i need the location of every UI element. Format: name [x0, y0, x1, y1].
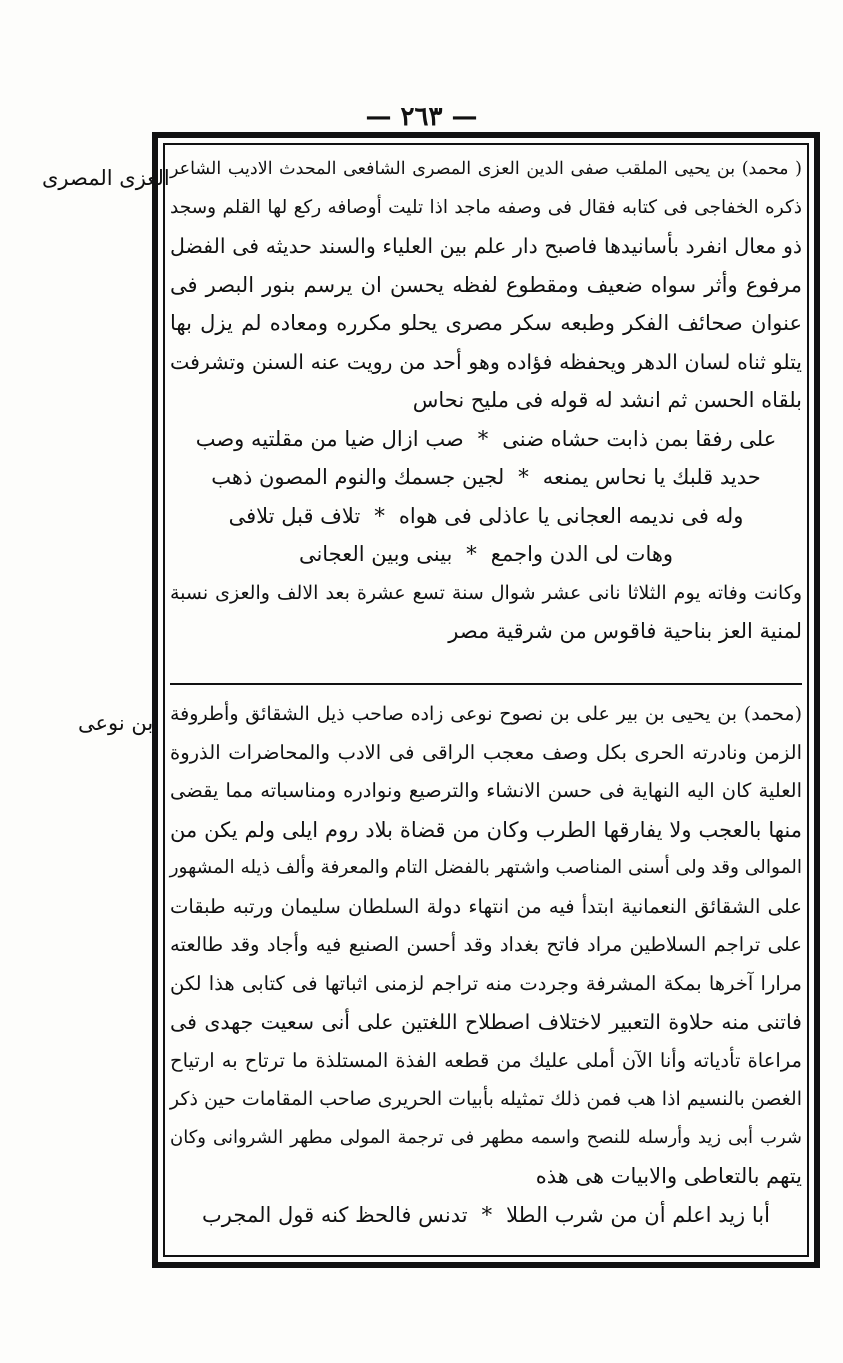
- text-line: لمنية العز بناحية فاقوس من شرقية مصر: [448, 619, 802, 643]
- text-line: ( محمد) بن يحيى الملقب صفى الدين العزى المصرى الشافعى المحدث الاديب الشاعر: [170, 159, 802, 179]
- verse-second-half: تلاف قبل تلافى: [228, 503, 361, 528]
- text-line: مرارا آخرها بمكة المشرفة وجردت منه تراجم لزمنى اثباتها فى كتابى هذا لكن: [170, 971, 802, 995]
- verse-separator: *: [466, 542, 477, 566]
- verse-second-half: لجين جسمك والنوم المصون ذهب: [211, 465, 505, 489]
- text-line: ذكره الخفاجى فى كتابه فقال فى وصفه ماجد اذا تليت أوصافه ركع لها القلم وسجد: [170, 196, 802, 218]
- verse-second-half: بينى وبين العجانى: [298, 542, 453, 566]
- verse-first-half: أبا زيد اعلم أن من شرب الطلا: [506, 1202, 770, 1227]
- text-line: شرب أبى زيد وأرسله للنصح واسمه مطهر فى ترجمة المولى مطهر الشروانى وكان: [170, 1126, 802, 1148]
- verse-second-half: تدنس فالحظ كنه قول المجرب: [202, 1202, 468, 1227]
- text-line: وكانت وفاته يوم الثلاثا نانى عشر شوال سنة تسع عشرة بعد الالف والعزى نسبة: [170, 581, 802, 604]
- verse-first-half: وهات لى الدن واجمع: [490, 542, 674, 566]
- margin-note-al-azzi: العزى المصرى: [42, 166, 170, 190]
- text-line: ذو معال انفرد بأسانيدها فاصبح دار علم بين العلياء والسند حديثه فى الفضل: [170, 234, 802, 258]
- verse-line: [170, 458, 802, 497]
- text-line: على تراجم السلاطين مراد فاتح بغداد وقد أحسن الصنيع فيه وأجاد وقد طالعته: [170, 933, 802, 956]
- text-line: الزمن ونادرته الحرى بكل وصف معجب الراقى فى الادب والمحاضرات الذروة: [170, 740, 802, 764]
- text-line: على الشقائق النعمانية ابتدأ فيه من انتهاء دولة السلطان سليمان ورتبه طبقات: [170, 894, 802, 918]
- entry-al-azzi: [170, 150, 802, 651]
- text-line: مرفوع وأثر سواه ضعيف ومقطوع لفظه يحسن ان يرسم بنور البصر فى: [170, 272, 802, 297]
- text-line: بلقاه الحسن ثم انشد له قوله فى مليح نحاس: [412, 388, 802, 412]
- text-line: عنوان صحائف الفكر وطبعه سكر مصرى يحلو مكرره ومعاده لم يزل بها: [170, 311, 802, 335]
- text-line: يتهم بالتعاطى والابيات هى هذه: [535, 1164, 802, 1188]
- verse-line: [170, 420, 802, 459]
- text-line: الموالى وقد ولى أسنى المناصب واشتهر بالفضل التام والمعرفة وألف ذيله المشهور: [169, 857, 802, 878]
- verse-second-half: صب ازال ضيا من مقلتيه وصب: [195, 426, 464, 451]
- text-line: يتلو ثناه لسان الدهر ويحفظه فؤاده وهو أحد من رويت عنه السنن وتشرفت: [170, 349, 802, 374]
- verse-first-half: حديد قلبك يا نحاس يمنعه: [542, 465, 761, 489]
- text-line: العلية كان اليه النهاية فى حسن الانشاء والترصيع ونوادره ومناسباته مما يقضى: [170, 779, 802, 802]
- text-line: منها بالعجب ولا يفارقها الطرب وكان من قضاة بلاد روم ايلى ولم يكن من: [170, 817, 802, 842]
- text-line: فاتنى منه حلاوة التعبير لاختلاف اصطلاح اللغتين على أنى سعيت جهدى فى: [170, 1010, 802, 1034]
- verse-separator: *: [481, 1202, 493, 1227]
- verse-first-half: وله فى نديمه العجانى يا عاذلى فى هواه: [398, 503, 744, 528]
- verse-separator: *: [518, 465, 529, 489]
- page-number: — ٢٦٣ —: [365, 102, 478, 132]
- verse-separator: *: [374, 503, 385, 528]
- margin-note-ibn-nawi: ابن نوعى: [78, 711, 160, 735]
- verse-first-half: على رفقا بمن ذابت حشاه ضنى: [502, 426, 777, 451]
- verse-line: [170, 1196, 802, 1235]
- verse-separator: *: [477, 426, 489, 451]
- entry-ibn-nawi: [170, 695, 802, 1234]
- text-line: (محمد) بن يحيى بن بير على بن نصوح نوعى زاده صاحب ذيل الشقائق وأطروفة: [170, 703, 802, 725]
- text-line: الغصن بالنسيم اذا هب فمن ذلك تمثيله بأبيات الحريرى صاحب المقامات حين ذكر: [169, 1088, 802, 1110]
- text-line: مراعاة تأدياته وأنا الآن أملى عليك من قطعه الفذة المستلذة ما ترتاح به ارتياح: [170, 1048, 802, 1072]
- section-divider: [170, 683, 802, 685]
- verse-line: [170, 535, 802, 574]
- verse-line: [170, 497, 802, 536]
